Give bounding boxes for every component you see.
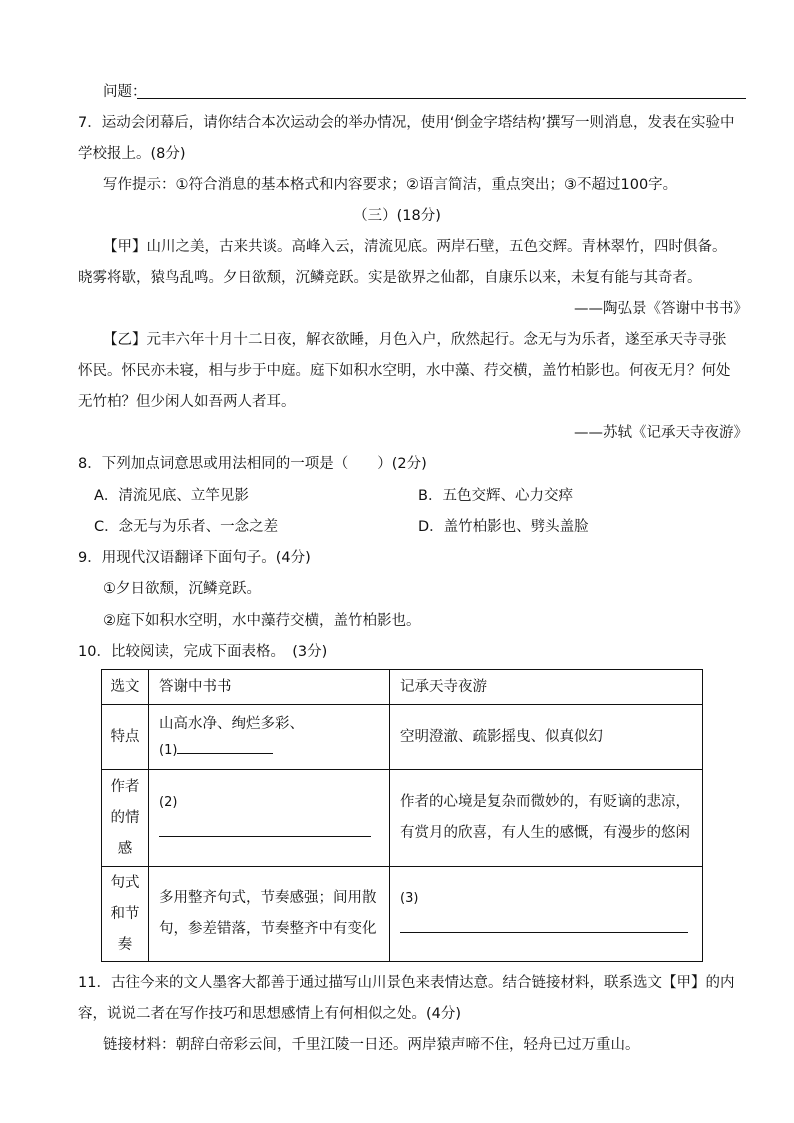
table-cell: 山高水净、绚烂多彩、 (1) <box>149 705 390 770</box>
q9-sentence-2: ②庭下如积水空明，水中藻荇交横，盖竹柏影也。 <box>103 613 421 629</box>
table-header-cell: 选文 <box>102 670 149 705</box>
passage-yi-line2: 怀民。怀民亦未寝，相与步于中庭。庭下如积水空明，水中藻、荇交横，盖竹柏影也。何夜无月？何处 <box>78 363 731 379</box>
table-header-cell: 记承天寺夜游 <box>390 670 703 705</box>
q7-line1: 7．运动会闭幕后，请你结合本次运动会的举办情况，使用‘倒金字塔结构’撰写一则消息，发表在实验中 <box>78 115 735 131</box>
passage-yi-line3: 无竹柏？但少闲人如吾两人者耳。 <box>78 394 296 410</box>
table-cell: 作者的心境是复杂而微妙的，有贬谪的悲凉， 有赏月的欣喜，有人生的感慨，有漫步的悠闲 <box>390 770 703 867</box>
answer-blank-2[interactable]: (2) <box>149 770 390 867</box>
q7-line2: 学校报上。(8分) <box>78 146 186 162</box>
row-label-emotion: 作者 的情 感 <box>102 770 149 867</box>
row-label-features: 特点 <box>102 705 149 770</box>
answer-blank-1[interactable]: (1) <box>159 737 389 764</box>
q9-sentence-1: ①夕日欲颓，沉鳞竞跃。 <box>103 581 261 597</box>
passage-yi-source: ——苏轼《记承天寺夜游》 <box>574 425 748 441</box>
q7-writing-tips: 写作提示：①符合消息的基本格式和内容要求；②语言简洁，重点突出；③不超过100字。 <box>103 177 678 193</box>
passage-jia-source: ——陶弘景《答谢中书书》 <box>574 301 748 317</box>
q9-stem: 9．用现代汉语翻译下面句子。(4分) <box>78 550 311 566</box>
q8-option-b[interactable]: B．五色交辉、心力交瘁 <box>418 488 573 504</box>
section-title: （三）(18分) <box>353 208 441 224</box>
passage-jia-line1: 【甲】山川之美，古来共谈。高峰入云，清流见底。两岸石壁，五色交辉。青林翠竹，四时俱备。 <box>103 239 727 255</box>
q8-option-c[interactable]: C．念无与为乐者、一念之差 <box>94 519 279 535</box>
q11-link-material: 链接材料：朝辞白帝彩云间，千里江陵一日还。两岸猿声啼不住，轻舟已过万重山。 <box>103 1037 640 1053</box>
passage-jia-line2: 晓雾将歇，猿鸟乱鸣。夕日欲颓，沉鳞竞跃。实是欲界之仙都，自康乐以来，未复有能与其奇者。 <box>78 270 702 286</box>
table-cell: 多用整齐句式，节奏感强；间用散 句，参差错落，节奏整齐中有变化 <box>149 867 390 962</box>
q8-option-d[interactable]: D．盖竹柏影也、劈头盖脸 <box>418 519 589 535</box>
q8-option-a[interactable]: A．清流见底、立竿见影 <box>94 488 249 504</box>
q11-line2: 容，说说二者在写作技巧和思想感情上有何相似之处。(4分) <box>78 1006 462 1022</box>
table-cell: 空明澄澈、疏影摇曳、似真似幻 <box>390 705 703 770</box>
answer-blank-3[interactable]: (3) <box>390 867 703 962</box>
q10-stem: 10．比较阅读，完成下面表格。 (3分) <box>78 644 328 660</box>
q8-stem: 8．下列加点词意思或用法相同的一项是（ ）(2分) <box>78 456 427 472</box>
row-label-sentence-rhythm: 句式 和节 奏 <box>102 867 149 962</box>
q11-line1: 11．古往今来的文人墨客大都善于通过描写山川景色来表情达意。结合链接材料，联系选文【甲】的内 <box>78 975 735 991</box>
question-label: 问题： <box>103 84 147 100</box>
answer-blank-line[interactable] <box>137 98 746 99</box>
table-header-cell: 答谢中书书 <box>149 670 390 705</box>
passage-yi-line1: 【乙】元丰六年十月十二日夜，解衣欲睡，月色入户，欣然起行。念无与为乐者，遂至承天寺寻张 <box>103 332 727 348</box>
comparison-table <box>101 669 703 962</box>
